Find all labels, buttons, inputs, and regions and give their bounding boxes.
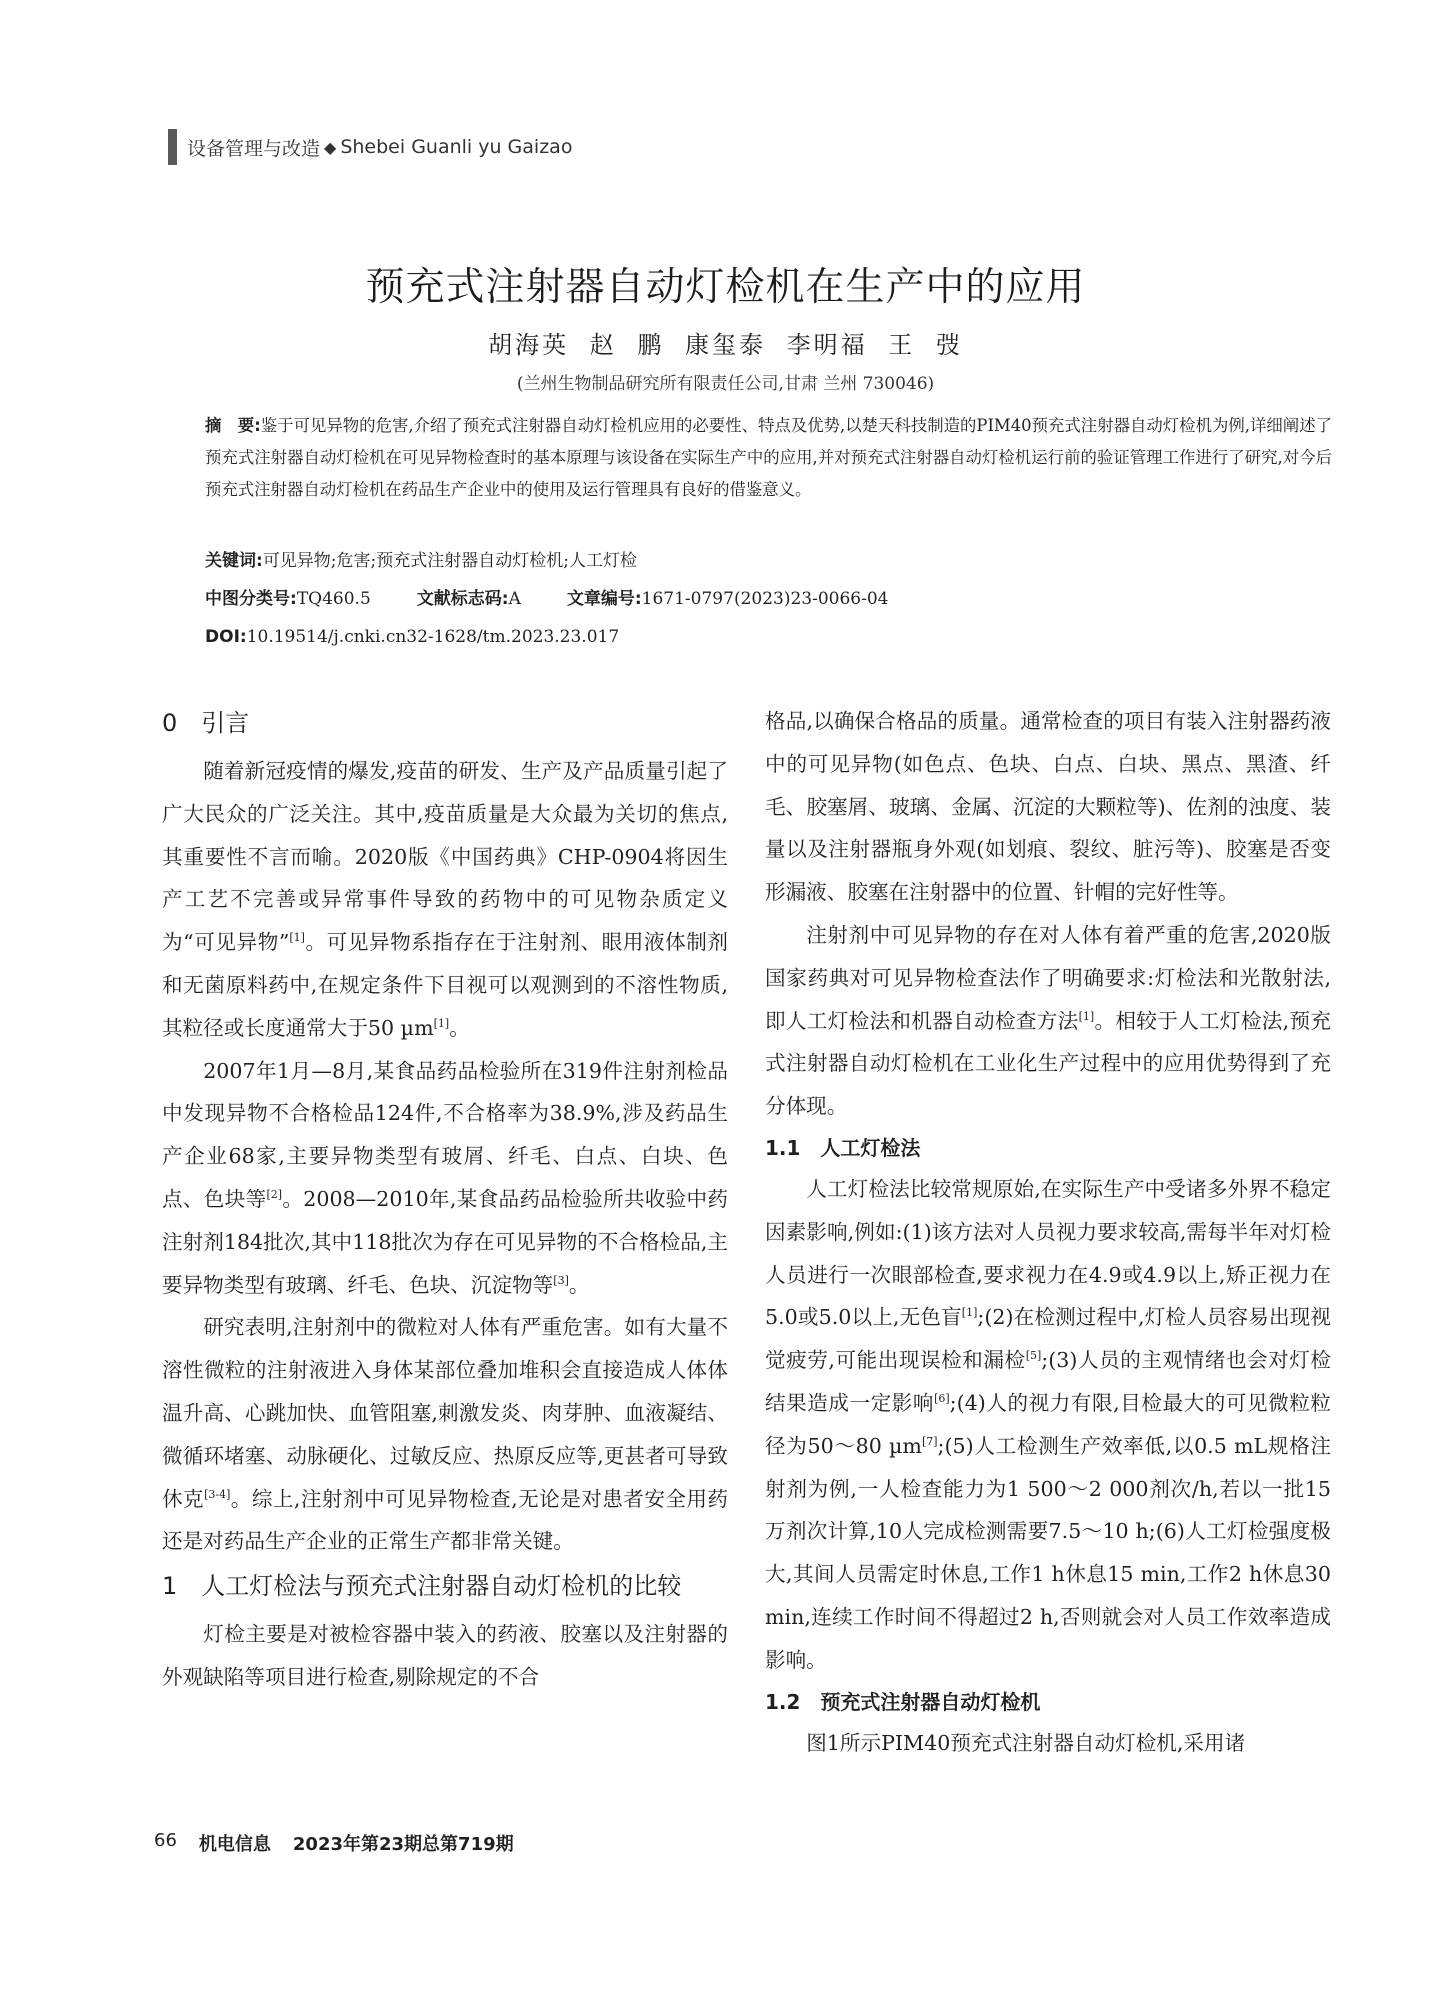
heading-section-1: 1 人工灯检法与预充式注射器自动灯检机的比较	[162, 1572, 682, 1601]
doi-value: 10.19514/j.cnki.cn32-1628/tm.2023.23.017	[246, 627, 620, 647]
section-pinyin: Shebei Guanli yu Gaizao	[340, 136, 573, 158]
article-number: 文章编号:1671-0797(2023)23-0066-04	[566, 589, 889, 609]
clc: 中图分类号:TQ460.5	[205, 589, 371, 609]
paragraph: 随着新冠疫情的爆发,疫苗的研发、生产及产品质量引起了广大民众的广泛关注。其中,疫苗质量是大众最为关切的焦点,其重要性不言而喻。2020版《中国药典》CHP-0904将因生产工艺不完善或异常事件导致的药物中的可见物杂质定义为“可见异物”[1]。可见异物系指存在于注射剂、眼用液体制剂和无菌原料药中,在规定条件下目视可以观测到的不溶性物质,其粒径或长度通常大于50 µm[1]。	[162, 759, 728, 1040]
diamond-icon: ◆	[324, 137, 337, 157]
paragraph: 2007年1月—8月,某食品药品检验所在319件注射剂检品中发现异物不合格检品124件,不合格率为38.9%,涉及药品生产企业68家,主要异物类型有玻屑、纤毛、白点、白块、色点、色块等[2]。2008—2010年,某食品药品检验所共收验中药注射剂184批次,其中118批次为存在可见异物的不合格检品,主要异物类型有玻璃、纤毛、色块、沉淀物等[3]。	[162, 1058, 728, 1297]
citation: [1]	[1078, 1009, 1095, 1023]
keywords	[205, 546, 1332, 576]
citation: [1]	[961, 1306, 978, 1320]
citation: [7]	[921, 1434, 938, 1448]
paragraph: 人工灯检法比较常规原始,在实际生产中受诸多外界不稳定因素影响,例如:(1)该方法对人员视力要求较高,需每半年对灯检人员进行一次眼部检查,要求视力在4.9或4.9以上,矫正视力在5.0或5.0以上,无色盲[1];(2)在检测过程中,灯检人员容易出现视觉疲劳,可能出现误检和漏检[5];(3)人员的主观情绪也会对灯检结果造成一定影响[6];(4)人的视力有限,目检最大的可见微粒粒径为50～80 µm[7];(5)人工检测生产效率低,以0.5 mL规格注射剂为例,一人检查能力为1 500～2 000剂次/h,若以一批15万剂次计算,10人完成检测需要7.5～10 h;(6)人工灯检强度极大,其间人员需定时休息,工作1 h休息15 min,工作2 h休息30 min,连续工作时间不得超过2 h,否则就会对人员工作效率造成影响。	[765, 1176, 1332, 1672]
keywords-text: 可见异物;危害;预充式注射器自动灯检机;人工灯检	[262, 551, 637, 571]
citation: [3]	[553, 1273, 569, 1287]
abstract-label: 摘 要:	[205, 416, 261, 435]
citation: [6]	[934, 1392, 950, 1406]
classification	[205, 584, 1332, 614]
paper-title: 预充式注射器自动灯检机在生产中的应用	[365, 265, 1086, 310]
keywords-label: 关键词:	[205, 551, 263, 571]
doi-label: DOI:	[205, 627, 247, 647]
right-column	[765, 700, 1331, 1764]
left-column	[162, 702, 728, 1699]
affiliation: (兰州生物制品研究所有限责任公司,甘肃 兰州 730046)	[516, 374, 935, 394]
authors: 胡海英 赵 鹏 康玺泰 李明福 王 弢	[488, 331, 963, 359]
doi	[205, 622, 1332, 652]
paragraph: 研究表明,注射剂中的微粒对人体有严重危害。如有大量不溶性微粒的注射液进入身体某部位叠加堆积会直接造成人体体温升高、心跳加快、血管阻塞,刺激发炎、肉芽肿、血液凝结、微循环堵塞、动脉硬化、过敏反应、热原反应等,更甚者可导致休克[3-4]。综上,注射剂中可见异物检查,无论是对患者安全用药还是对药品生产企业的正常生产都非常关键。	[162, 1315, 728, 1554]
heading-1-1: 1.1 人工灯检法	[765, 1135, 921, 1160]
citation: [3-4]	[204, 1487, 231, 1501]
heading-1-2: 1.2 预充式注射器自动灯检机	[765, 1689, 1041, 1714]
paragraph: 灯检主要是对被检容器中装入的药液、胶塞以及注射器的外观缺陷等项目进行检查,剔除规定的不合	[162, 1622, 728, 1689]
issue-info: 2023年第23期总第719期	[292, 1834, 514, 1855]
abstract	[205, 410, 1332, 506]
heading-introduction: 0 引言	[162, 709, 250, 737]
citation: [2]	[266, 1188, 283, 1202]
citation: [1]	[289, 931, 305, 945]
doc-code: 文献标志码:A	[416, 589, 521, 609]
journal-name: 机电信息	[198, 1834, 271, 1855]
section-header	[168, 128, 572, 166]
paragraph: 图1所示PIM40预充式注射器自动灯检机,采用诸	[806, 1730, 1246, 1755]
page-number: 66	[154, 1830, 177, 1851]
page-footer	[154, 1830, 514, 1856]
citation: [1]	[433, 1016, 450, 1030]
section-name: 设备管理与改造	[187, 137, 321, 160]
paragraph: 格品,以确保合格品的质量。通常检查的项目有装入注射器药液中的可见异物(如色点、色块、白点、白块、黑点、黑渣、纤毛、胶塞屑、玻璃、金属、沉淀的大颗粒等)、佐剂的浊度、装量以及注射器瓶身外观(如划痕、裂纹、脏污等)、胶塞是否变形漏液、胶塞在注射器中的位置、针帽的完好性等。	[765, 709, 1331, 905]
abstract-text: 鉴于可见异物的危害,介绍了预充式注射器自动灯检机应用的必要性、特点及优势,以楚天科技制造的PIM40预充式注射器自动灯检机为例,详细阐述了预充式注射器自动灯检机在可见异物检查时的基本原理与该设备在实际生产中的应用,并对预充式注射器自动灯检机运行前的验证管理工作进行了研究,对今后预充式注射器自动灯检机在药品生产企业中的使用及运行管理具有良好的借鉴意义。	[205, 416, 1332, 499]
header-bar	[168, 129, 177, 165]
paragraph: 注射剂中可见异物的存在对人体有着严重的危害,2020版国家药典对可见异物检查法作了明确要求:灯检法和光散射法,即人工灯检法和机器自动检查方法[1]。相较于人工灯检法,预充式注射器自动灯检机在工业化生产过程中的应用优势得到了充分体现。	[765, 922, 1332, 1119]
citation: [5]	[1025, 1349, 1042, 1363]
